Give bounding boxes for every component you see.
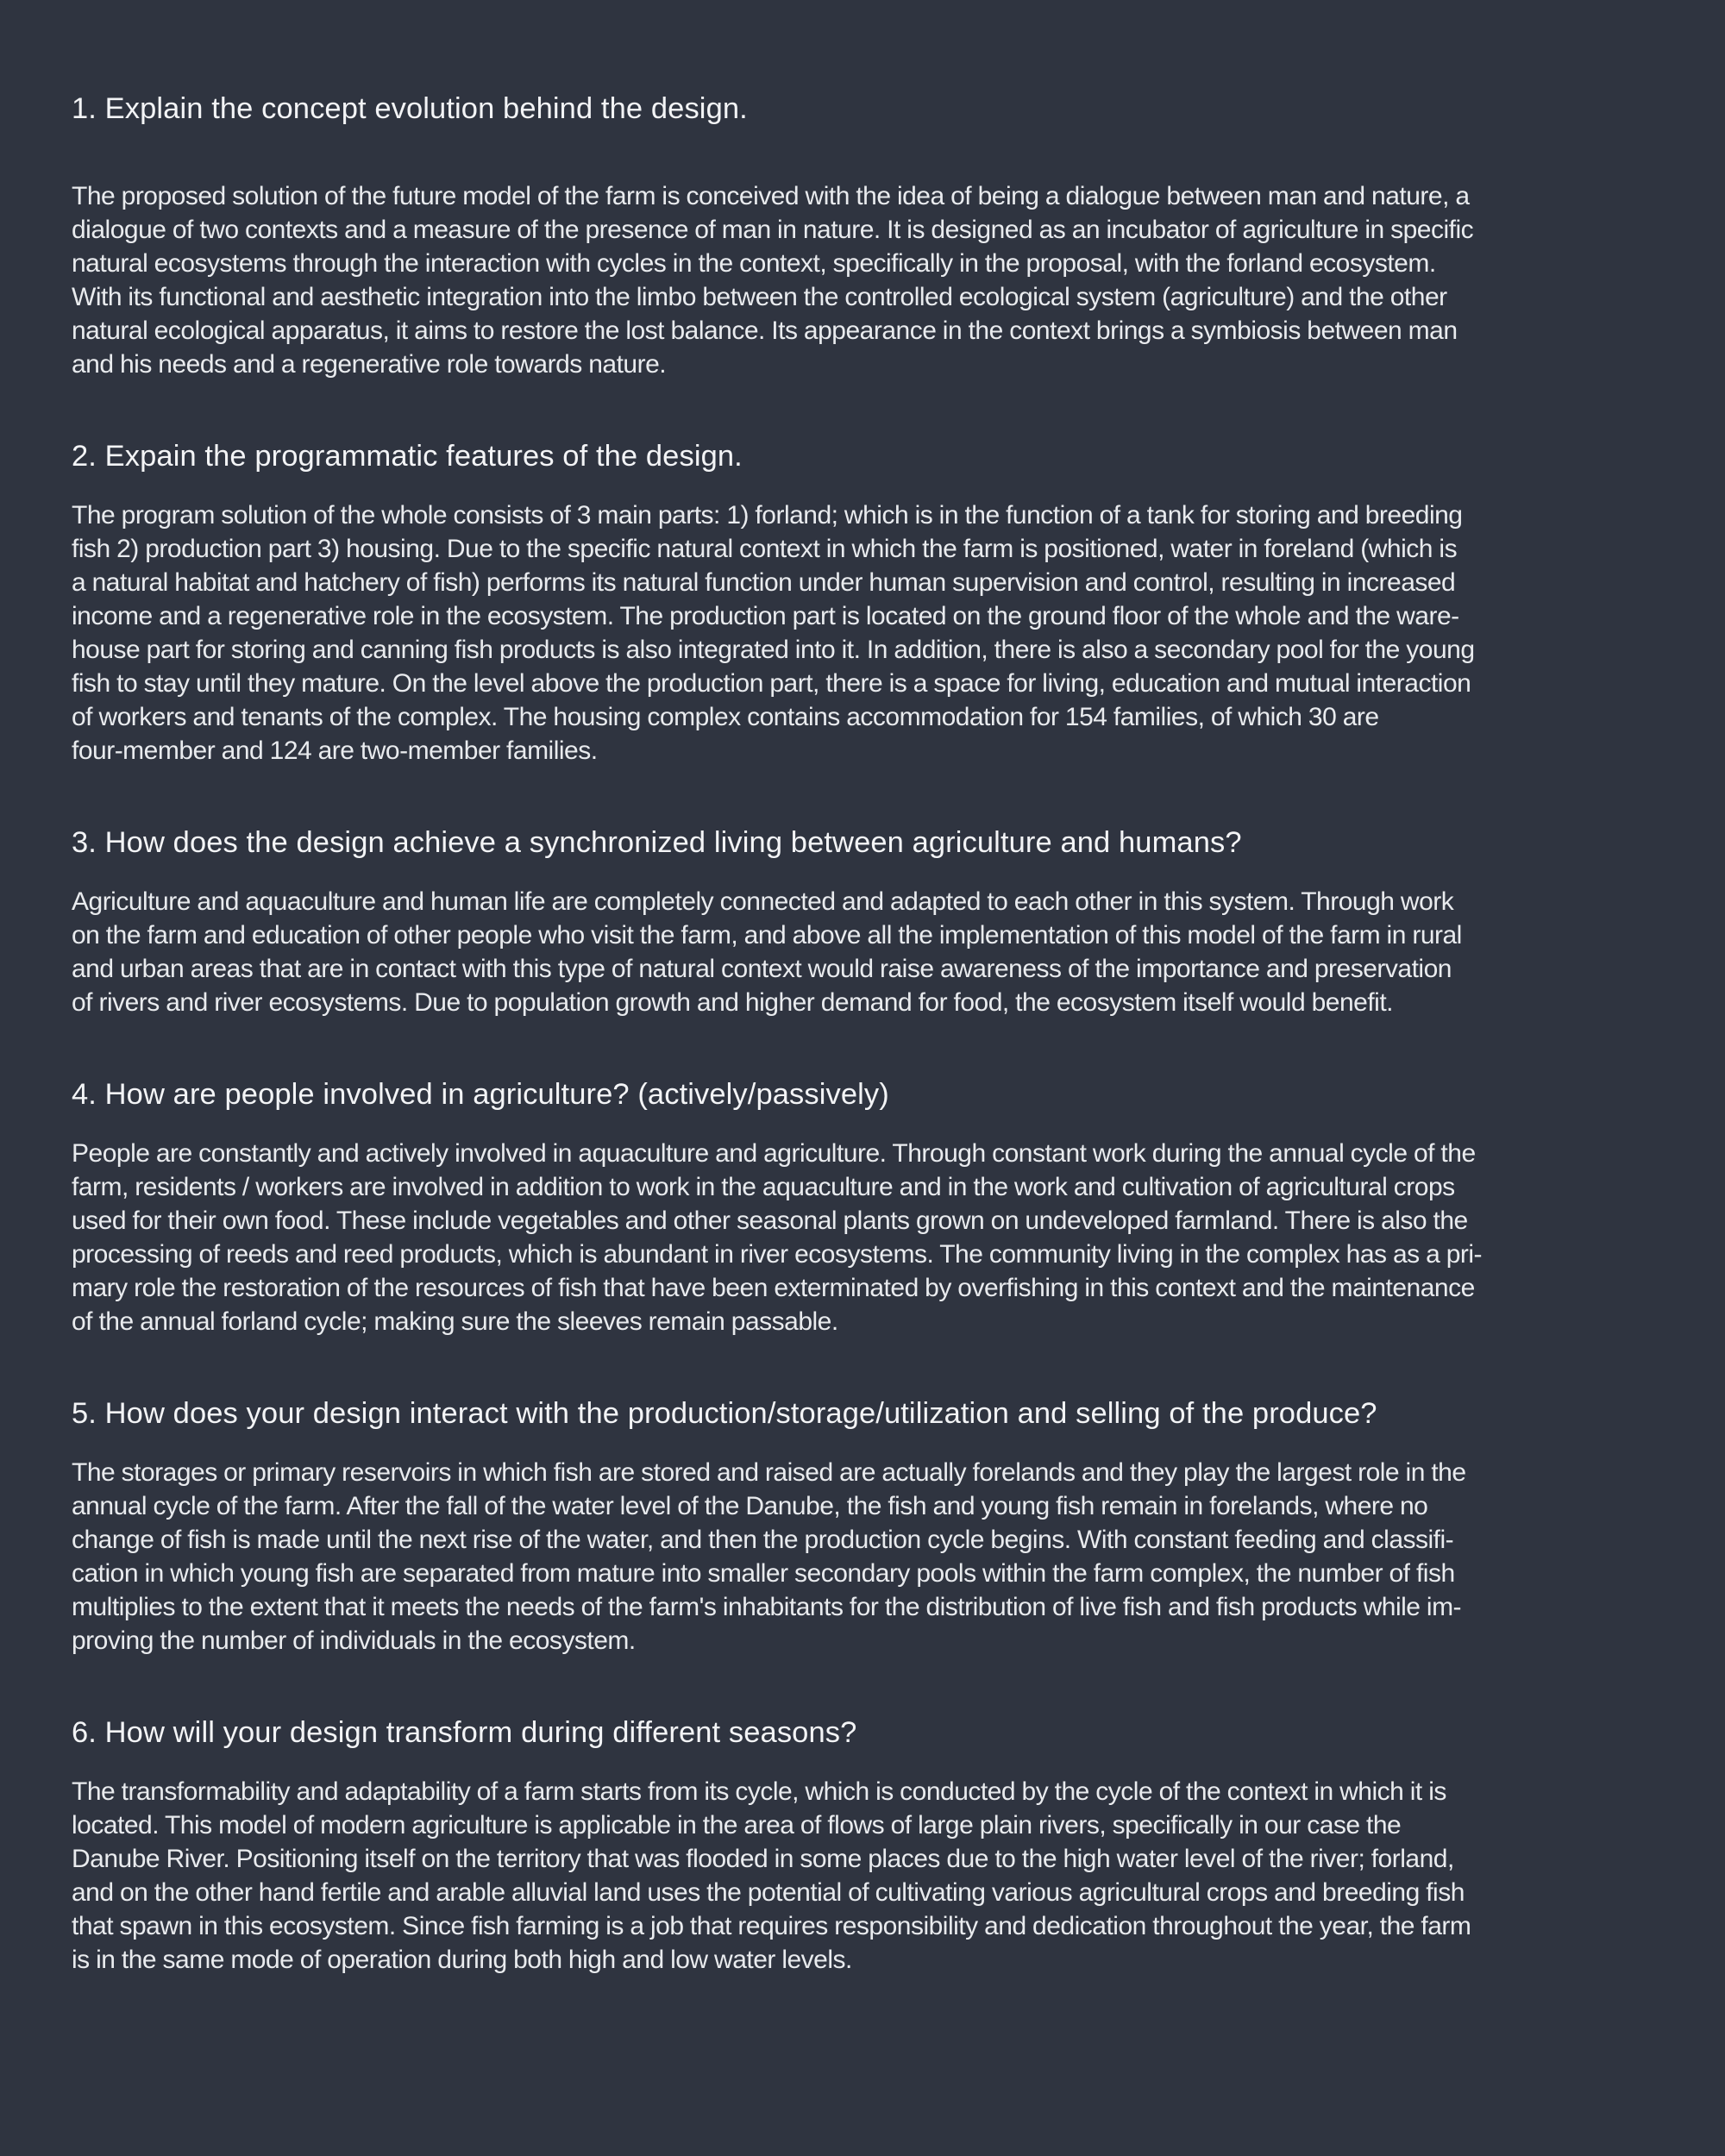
answer-line: of workers and tenants of the complex. The housing complex contains accommodation for 154 families, of which 30 are xyxy=(72,703,1379,731)
question-heading: 1. Explain the concept evolution behind the design. xyxy=(72,92,748,125)
answer-line: processing of reeds and reed products, which is abundant in river ecosystems. The community living in the complex has as a pri- xyxy=(72,1240,1483,1269)
qa-section-seasonal-transformation xyxy=(72,1712,1654,1977)
question-heading: 4. How are people involved in agriculture? (actively/passively) xyxy=(72,1078,889,1111)
answer-line: proving the number of individuals in the ecosystem. xyxy=(72,1626,636,1655)
answer-line: People are constantly and actively involved in aquaculture and agriculture. Through constant work during the annual cycle of the xyxy=(72,1139,1476,1168)
answer-line: The proposed solution of the future model of the farm is conceived with the idea of being a dialogue between man and nature, a xyxy=(72,182,1470,210)
answer-line: Danube River. Positioning itself on the territory that was flooded in some places due to the high water level of the river; forland, xyxy=(72,1845,1454,1873)
answer-paragraph xyxy=(72,179,1654,381)
answer-line: dialogue of two contexts and a measure of the presence of man in nature. It is designed as an incubator of agriculture in specific xyxy=(72,216,1474,244)
answer-paragraph xyxy=(72,498,1654,768)
answer-line: With its functional and aesthetic integration into the limbo between the controlled ecological system (agriculture) and the other xyxy=(72,283,1447,311)
question-heading: 3. How does the design achieve a synchronized living between agriculture and humans? xyxy=(72,826,1242,859)
answer-line: and urban areas that are in contact with this type of natural context would raise awareness of the importance and preservation xyxy=(72,955,1452,983)
answer-line: Agriculture and aquaculture and human life are completely connected and adapted to each other in this system. Through work xyxy=(72,887,1454,916)
question-heading: 2. Expain the programmatic features of the design. xyxy=(72,440,743,473)
answer-paragraph xyxy=(72,1775,1654,1977)
answer-line: house part for storing and canning fish products is also integrated into it. In addition, there is also a secondary pool for the young xyxy=(72,636,1475,664)
answer-line: of rivers and river ecosystems. Due to population growth and higher demand for food, the ecosystem itself would benefit. xyxy=(72,988,1393,1017)
answer-line: income and a regenerative role in the ecosystem. The production part is located on the ground floor of the whole and the ware- xyxy=(72,602,1459,630)
question-heading: 6. How will your design transform during different seasons? xyxy=(72,1716,857,1749)
answer-line: farm, residents / workers are involved in addition to work in the aquaculture and in the work and cultivation of agricultural crops xyxy=(72,1173,1455,1201)
answer-line: of the annual forland cycle; making sure the sleeves remain passable. xyxy=(72,1307,838,1336)
answer-line: The program solution of the whole consists of 3 main parts: 1) forland; which is in the function of a tank for storing and breeding xyxy=(72,501,1463,530)
answer-line: used for their own food. These include vegetables and other seasonal plants grown on undeveloped farmland. There is also the xyxy=(72,1206,1468,1235)
answer-line: and on the other hand fertile and arable alluvial land uses the potential of cultivating various agricultural crops and breeding fish xyxy=(72,1878,1465,1907)
qa-section-production-storage xyxy=(72,1393,1654,1658)
answer-line: annual cycle of the farm. After the fall of the water level of the Danube, the fish and young fish remain in forelands, where no xyxy=(72,1492,1428,1520)
answer-line: is in the same mode of operation during both high and low water levels. xyxy=(72,1946,852,1974)
answer-paragraph xyxy=(72,885,1654,1019)
answer-paragraph xyxy=(72,1456,1654,1658)
qa-section-programmatic-features xyxy=(72,436,1654,768)
answer-line: that spawn in this ecosystem. Since fish farming is a job that requires responsibility and dedication throughout the year, the farm xyxy=(72,1912,1471,1940)
qa-section-people-involvement xyxy=(72,1074,1654,1338)
answer-line: multiplies to the extent that it meets the needs of the farm's inhabitants for the distribution of live fish and fish products while im- xyxy=(72,1593,1462,1621)
answer-line: natural ecosystems through the interaction with cycles in the context, specifically in the proposal, with the forland ecosystem. xyxy=(72,249,1436,278)
answer-line: change of fish is made until the next rise of the water, and then the production cycle begins. With constant feeding and classifi- xyxy=(72,1526,1454,1554)
question-heading: 5. How does your design interact with the production/storage/utilization and selling of the produce? xyxy=(72,1397,1377,1430)
answer-line: four-member and 124 are two-member families. xyxy=(72,736,598,765)
answer-line: cation in which young fish are separated from mature into smaller secondary pools within the farm complex, the number of fish xyxy=(72,1559,1455,1588)
answer-line: and his needs and a regenerative role towards nature. xyxy=(72,350,667,379)
answer-line: a natural habitat and hatchery of fish) performs its natural function under human supervision and control, resulting in increased xyxy=(72,568,1456,597)
answer-line: mary role the restoration of the resources of fish that have been exterminated by overfishing in this context and the maintenance xyxy=(72,1274,1475,1302)
answer-line: natural ecological apparatus, it aims to restore the lost balance. Its appearance in the context brings a symbiosis between man xyxy=(72,317,1458,345)
answer-line: fish 2) production part 3) housing. Due to the specific natural context in which the farm is positioned, water in foreland (which is xyxy=(72,535,1458,563)
qa-section-concept-evolution xyxy=(72,88,1654,381)
answer-line: The transformability and adaptability of a farm starts from its cycle, which is conducted by the cycle of the context in which it is xyxy=(72,1777,1446,1806)
answer-paragraph xyxy=(72,1137,1654,1338)
answer-line: on the farm and education of other people who visit the farm, and above all the implementation of this model of the farm in rural xyxy=(72,921,1462,950)
answer-line: located. This model of modern agriculture is applicable in the area of flows of large plain rivers, specifically in our case the xyxy=(72,1811,1402,1839)
answer-line: fish to stay until they mature. On the level above the production part, there is a space for living, education and mutual interaction xyxy=(72,669,1471,698)
qa-section-synchronized-living xyxy=(72,822,1654,1019)
answer-line: The storages or primary reservoirs in which fish are stored and raised are actually forelands and they play the largest role in the xyxy=(72,1458,1466,1487)
